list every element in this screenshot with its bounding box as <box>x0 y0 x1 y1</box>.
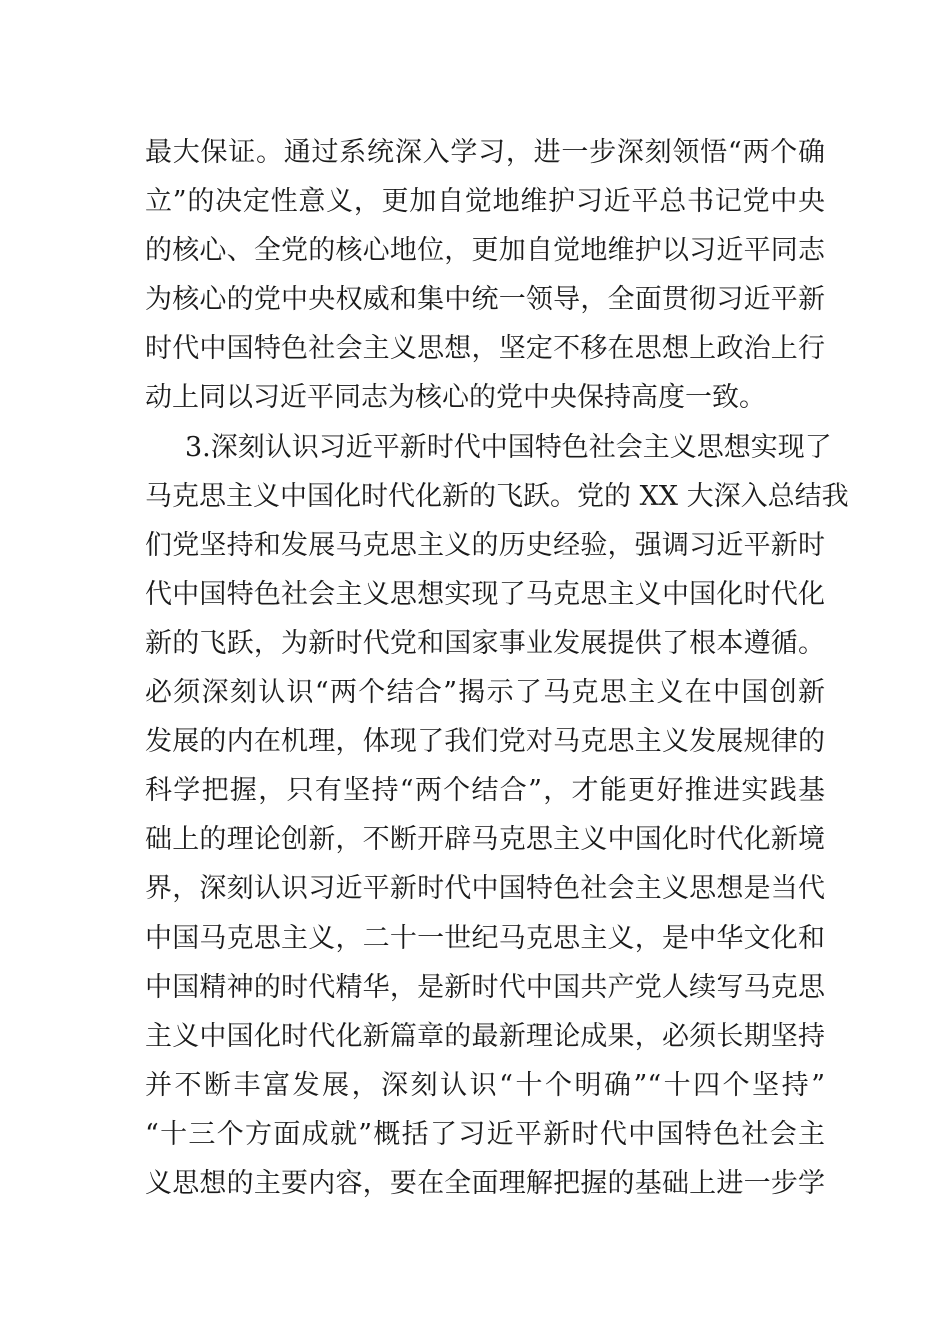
text-line: 新的飞跃，为新时代党和国家事业发展提供了根本遵循。 <box>145 627 825 659</box>
text-line: 的核心、全党的核心地位，更加自觉地维护以习近平同志 <box>145 235 825 267</box>
text-line: 础上的理论创新，不断开辟马克思主义中国化时代化新境 <box>145 824 825 856</box>
section-heading-line: 3.深刻认识习近平新时代中国特色社会主义思想实现了 <box>185 431 832 463</box>
text-line: 并不断丰富发展，深刻认识“十个明确”“十四个坚持” <box>145 1069 825 1101</box>
text-line: 代中国特色社会主义思想实现了马克思主义中国化时代化 <box>145 578 825 610</box>
text-line: 为核心的党中央权威和集中统一领导，全面贯彻习近平新 <box>145 284 825 316</box>
text-line: 必须深刻认识“两个结合”揭示了马克思主义在中国创新 <box>145 677 825 709</box>
text-line: 主义中国化时代化新篇章的最新理论成果，必须长期坚持 <box>145 1020 825 1052</box>
text-line: “十三个方面成就”概括了习近平新时代中国特色社会主 <box>145 1118 825 1150</box>
text-line: 中国马克思主义，二十一世纪马克思主义，是中华文化和 <box>145 922 825 954</box>
text-line: 界，深刻认识习近平新时代中国特色社会主义思想是当代 <box>145 873 825 905</box>
text-line: 马克思主义中国化时代化新的飞跃。党的 XX 大深入总结我 <box>145 480 849 512</box>
text-line: 科学把握，只有坚持“两个结合”，才能更好推进实践基 <box>145 775 825 807</box>
text-line: 们党坚持和发展马克思主义的历史经验，强调习近平新时 <box>145 529 825 561</box>
text-line: 时代中国特色社会主义思想，坚定不移在思想上政治上行 <box>145 333 825 365</box>
text-line: 中国精神的时代精华，是新时代中国共产党人续写马克思 <box>145 971 825 1003</box>
text-line: 义思想的主要内容，要在全面理解把握的基础上进一步学 <box>145 1167 825 1199</box>
body-text <box>145 128 849 1208</box>
text-line: 最大保证。通过系统深入学习，进一步深刻领悟“两个确 <box>145 137 825 168</box>
text-line: 立”的决定性意义，更加自觉地维护习近平总书记党中央 <box>145 186 825 218</box>
text-line: 发展的内在机理，体现了我们党对马克思主义发展规律的 <box>145 726 825 758</box>
paragraph-end-line: 动上同以习近平同志为核心的党中央保持高度一致。 <box>145 382 766 414</box>
